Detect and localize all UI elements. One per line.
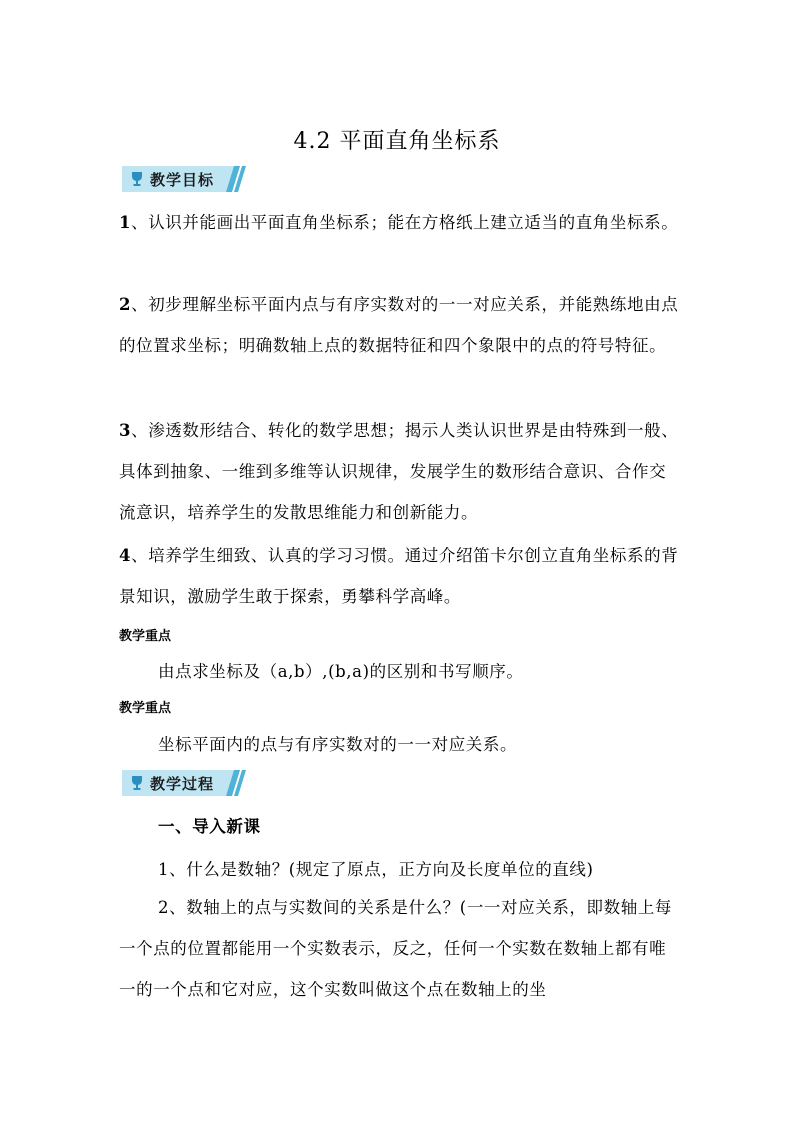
question-2: 2、数轴上的点与实数间的关系是什么？(一一对应关系，即数轴上每一个点的位置都能用一个实数表示，反之，任何一个实数在数轴上都有唯一的一个点和它对应，这个实数叫做这个点在数轴上的坐: [119, 898, 673, 999]
key-point-heading-1: 教学重点: [119, 629, 172, 644]
goal-item-2: [119, 284, 679, 366]
goal-text: 、认识并能画出平面直角坐标系；能在方格纸上建立适当的直角坐标系。: [131, 213, 679, 232]
goal-number: 2: [119, 295, 132, 314]
goal-item-3: [119, 410, 679, 533]
goal-item-1: [119, 202, 679, 243]
process-banner: [122, 770, 250, 796]
goal-number: 1: [119, 213, 132, 232]
goals-banner: [122, 166, 250, 192]
trophy-icon: [130, 775, 144, 791]
key-point-2: 坐标平面内的点与有序实数对的一一对应关系。: [158, 735, 518, 754]
goal-text: 、渗透数形结合、转化的数学思想；揭示人类认识世界是由特殊到一般、具体到抽象、一维到多维等认识规律，发展学生的数形结合意识、合作交流意识，培养学生的发散思维能力和创新能力。: [119, 421, 679, 522]
process-banner-label: 教学过程: [150, 775, 215, 793]
goal-text: 、培养学生细致、认真的学习习惯。通过介绍笛卡尔创立直角坐标系的背景知识，激励学生敢于探索，勇攀科学高峰。: [119, 546, 679, 606]
goal-number: 4: [119, 546, 132, 565]
trophy-icon: [130, 171, 144, 187]
key-point-heading-2: 教学重点: [119, 701, 172, 716]
goal-item-4: [119, 535, 679, 617]
key-point-1: 由点求坐标及（a,b）,(b,a)的区别和书写顺序。: [158, 662, 524, 681]
section-heading: 一、导入新课: [158, 817, 261, 836]
page-title: 4.2 平面直角坐标系: [293, 129, 501, 154]
question-1: 1、什么是数轴？(规定了原点，正方向及长度单位的直线): [158, 860, 594, 879]
goal-number: 3: [119, 421, 132, 440]
goal-text: 、初步理解坐标平面内点与有序实数对的一一对应关系，并能熟练地由点的位置求坐标；明确数轴上点的数据特征和四个象限中的点的符号特征。: [119, 295, 679, 355]
goals-banner-label: 教学目标: [150, 171, 215, 189]
